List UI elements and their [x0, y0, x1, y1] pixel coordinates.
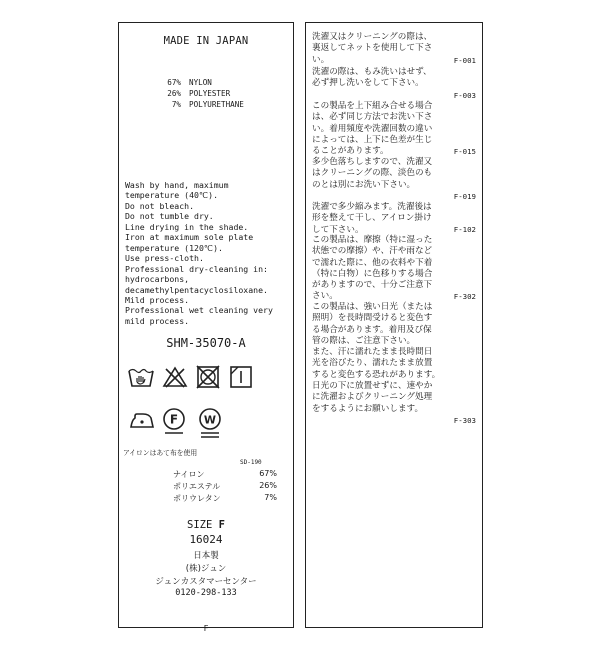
- paragraph-line: い。着用頻度や洗濯回数の違い: [312, 123, 433, 134]
- care-paragraph: [312, 302, 476, 415]
- paragraph-line: 照明）を長時間受けると変色す: [312, 313, 433, 324]
- made-in-text: MADE IN JAPAN: [163, 35, 249, 47]
- paragraph-line: 光を浴びたり、濡れたまま放置: [312, 358, 433, 369]
- care-label-left: [118, 22, 294, 633]
- care-paragraph: [312, 67, 476, 90]
- sd-code: SD-190: [240, 459, 262, 466]
- dry-clean-f-mild-icon: [161, 406, 187, 436]
- paragraph-line: に洗濯およびクリーニング処理: [312, 392, 433, 403]
- paragraph-line: 洗濯又はクリーニングの際は、: [312, 32, 433, 42]
- material-name-jp: ナイロン: [173, 470, 205, 479]
- material-percent-jp: 67%: [259, 469, 277, 478]
- size-line: [119, 519, 293, 531]
- paragraph-line: また、汗に濡れたまま長時間日: [312, 347, 433, 358]
- paragraph-line: で濡れた際に、他の衣料や下着: [312, 257, 433, 268]
- paragraph-line: 必ず押し洗いをして下さい。: [312, 78, 424, 89]
- care-paragraph: [312, 157, 476, 191]
- paragraph-line: る場合があります。着用及び保: [312, 324, 432, 335]
- paragraph-line: によっては、上下に色差が生じ: [312, 134, 433, 145]
- paragraph-line: がありますので、十分ご注意下: [312, 280, 433, 291]
- composition-percent: 26%: [167, 89, 181, 98]
- composition-jp-row: [173, 469, 277, 480]
- paragraph-line: 管の際は、ご注意下さい。: [312, 335, 416, 346]
- composition-material: POLYESTER: [189, 89, 231, 98]
- origin-jp: 日本製: [193, 551, 219, 561]
- care-code: F-302: [453, 292, 476, 301]
- size-value: F: [218, 519, 225, 531]
- paragraph-line: は、必ず同じ方法でお洗い下さ: [312, 112, 433, 123]
- composition-row: [155, 78, 212, 87]
- care-paragraph: [312, 235, 476, 303]
- paragraph-line: すると変色する恐れがあります。: [312, 369, 441, 380]
- composition-percent: 67%: [167, 78, 181, 87]
- care-code: F-001: [453, 56, 476, 65]
- paragraph-line: この製品を上下組み合せる場合: [312, 101, 433, 111]
- svg-text:F: F: [169, 412, 179, 427]
- paragraph-line: この製品は、強い日光（または: [312, 302, 433, 312]
- paragraph-line: 裏返してネットを使用して下さ: [312, 43, 433, 54]
- care-code: F-003: [453, 91, 476, 100]
- paragraph-line: 多少色落ちしますので、洗濯又: [312, 157, 433, 167]
- composition-jp-row: [173, 493, 277, 504]
- paragraph-line: 洗濯の際は、もみ洗いはせず、: [312, 67, 432, 77]
- care-paragraph: [312, 202, 476, 236]
- care-paragraph: [312, 32, 476, 66]
- no-tumble-dry-icon: [195, 365, 221, 389]
- care-code: F-102: [453, 225, 476, 234]
- paragraph-line: のとは別にお洗い下さい。: [312, 179, 416, 190]
- phone-number: 0120-298-133: [175, 588, 237, 598]
- iron-low-icon: [127, 409, 157, 431]
- composition-jp-row: [173, 481, 277, 492]
- customer-center: ジュンカスタマーセンター: [155, 577, 257, 587]
- paragraph-line: して下さい。: [312, 224, 364, 235]
- paragraph-line: 日光の下に放置せずに、速やか: [312, 381, 433, 392]
- material-name-jp: ポリウレタン: [173, 494, 221, 503]
- paragraph-line: 形を整えて干し、アイロン掛け: [312, 213, 432, 224]
- model-number: SHM-35070-A: [166, 336, 246, 350]
- care-label-right: [305, 22, 483, 628]
- paragraph-line: ることがあります。: [312, 146, 389, 157]
- lot-number: 16024: [189, 533, 223, 546]
- material-percent-jp: 7%: [264, 493, 277, 502]
- composition-row: [155, 89, 230, 98]
- paragraph-line: 洗濯で多少縮みます。洗濯後は: [312, 202, 432, 212]
- paragraph-line: はクリーニングの際、淡色のも: [312, 168, 433, 179]
- paragraph-line: （特に白物）に色移りする場合: [312, 268, 433, 279]
- company-name: (株)ジュン: [185, 564, 227, 574]
- care-code: F-019: [453, 192, 476, 201]
- size-letter: F: [203, 624, 209, 633]
- care-instructions-english: Wash by hand, maximum temperature (40℃). Do not bleach. Do not tumble dry. Line drying in the shade. Iron at maximum sole plate temperature (120℃). Use press-cloth. Professional dry-cleaning in: hydrocarbons, decamethylpentacyclosiloxane. Mild process. Professional wet cleaning very mild process.: [125, 180, 273, 326]
- composition-percent: 7%: [171, 100, 181, 109]
- material-name-jp: ポリエステル: [173, 482, 221, 491]
- paragraph-line: をするようにお願いします。: [312, 403, 424, 414]
- svg-text:W: W: [203, 413, 217, 427]
- material-percent-jp: 26%: [259, 481, 277, 490]
- paragraph-line: 状態での摩擦）や、汗や雨など: [312, 246, 433, 257]
- care-code: F-015: [453, 147, 476, 156]
- care-paragraph: [312, 101, 476, 157]
- paragraph-line: さい。: [312, 291, 338, 302]
- line-dry-shade-icon: [229, 365, 253, 389]
- composition-row: [155, 100, 244, 109]
- no-bleach-icon: [161, 365, 189, 389]
- wet-clean-very-mild-icon: [197, 406, 223, 440]
- composition-material: NYLON: [189, 78, 212, 87]
- paragraph-line: い。: [312, 54, 330, 65]
- hand-wash-40-icon: [127, 365, 155, 389]
- iron-note: アイロンはあて布を使用: [123, 449, 198, 457]
- composition-material: POLYURETHANE: [189, 100, 244, 109]
- care-code: F-303: [453, 416, 476, 425]
- paragraph-line: この製品は、摩擦（特に湿った: [312, 235, 433, 245]
- size-label: SIZE: [187, 519, 213, 531]
